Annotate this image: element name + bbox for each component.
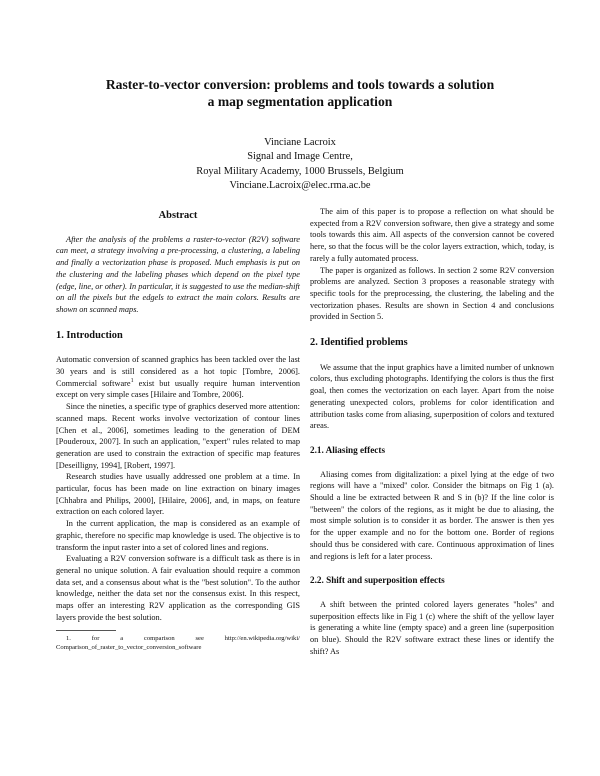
intro-paragraph-1 xyxy=(56,354,300,401)
right-paragraph-1: The aim of this paper is to propose a reflection on what should be expected from a R2V conversion software, then give a strategy and some tools towards this aim. All aspects of the conversion cannot be covered here, so that the focus will be the color layers extraction, which, today, is rarely a fully automated process. xyxy=(310,207,554,263)
right-column xyxy=(310,206,554,658)
right-paragraph-2: The paper is organized as follows. In section 2 some R2V conversion problems are analyzed. Section 3 proposes a reasonable strategy with specific tools for the preprocessing, the clustering, the labeling and the vectorization phases. Results are shown in Section 4 and conclusions provided in Section 5. xyxy=(310,265,554,322)
left-column xyxy=(56,206,300,653)
title-line-2: a map segmentation application xyxy=(207,94,393,109)
paper-title xyxy=(60,76,540,110)
abstract-heading: Abstract xyxy=(158,210,198,221)
intro-paragraph-5: Evaluating a R2V conversion software is a difficult task as there is in general no unique solution. A fair evaluation should require a common data set, and a consensus about what is the "best solution". To the author knowledge, neither the data set nor the consensus exist. In this respect, maps offer an interesting R2V application as the corresponding GIS layers provide the best solution. xyxy=(56,554,300,622)
intro-paragraph-2: Since the nineties, a specific type of graphics deserved more attention: scanned maps. Recent works involve vectorization of contour lines [Chen et al., 2006], sometimes leading to the generation of DEM [Pouderoux, 2007]. In such an application, "expert" rules related to map generation are used to constrain the extraction of specific map features [Deseilligny, 1994], [Robert, 1997]. xyxy=(56,402,300,470)
introduction-heading: 1. Introduction xyxy=(56,329,123,341)
author-email: Vinciane.Lacroix@elec.rma.ac.be xyxy=(229,180,371,192)
author-department: Signal and Image Centre, xyxy=(247,151,353,163)
intro-paragraph-4: In the current application, the map is considered as an example of graphic, therefore no specific map knowledge is used. The objective is to transform the input raster into a set of colored lines and regions. xyxy=(56,519,300,552)
intro-p1-after: exist but usually require human intervention except on very simple cases [Hilaire and Tombre, 2006]. xyxy=(56,378,300,400)
abstract-text: After the analysis of the problems a raster-to-vector (R2V) software can meet, a strategy involving a pre-processing, a clustering, a labeling and finally a vectorization phase is proposed. Much emphasis is put on the clustering and the labeling phases which depend on the pixel type (edge, line, or other). In particular, it is suggested to use the median-shift on all the pixels but the edgels to extract the main colors. Results are shown on scanned maps. xyxy=(56,234,300,314)
section-2-heading: 2. Identified problems xyxy=(310,337,408,349)
footnote-text: 1. for a comparison see http://en.wikipedia.org/wiki/ Comparison_of_raster_to_vector_conversion_software xyxy=(56,634,300,652)
intro-paragraph-3: Research studies have usually addressed one problem at a time. In particular, focus has been made on line extraction on binary images [Chhabra and Philips, 2000], [Hilaire, 2006], and, in maps, on feature extraction on each colored layer. xyxy=(56,472,300,517)
section-2-2-heading: 2.2. Shift and superposition effects xyxy=(310,575,445,586)
title-line-1: Raster-to-vector conversion: problems and tools towards a solution xyxy=(105,77,495,92)
section-2-2-paragraph: A shift between the printed colored layers generates "holes" and superposition effects like in Fig 1 (c) where the shift of the yellow layer is generating a white line (empty space) and a green line (superposition on blue). Should the R2V software extract these lines or identify the shift? As xyxy=(310,599,554,656)
section-2-paragraph: We assume that the input graphics have a limited number of unknown colors, thus excluding photographs. Identifying the colors is thus the first goal, then comes the vectorization on each layer. Apart from the noise generating unexpected colors, problems for color identification and attribution tasks come from aliasing, superposition of colors and textured areas. xyxy=(310,362,554,431)
intro-p1-before: Automatic conversion of scanned graphics has been tackled over the last 30 years and is still considered as a hot topic [Tombre, 2006]. Commercial software xyxy=(56,355,300,388)
section-2-1-paragraph: Aliasing comes from digitalization: a pixel lying at the edge of two regions will have a "mixed" color. Consider the bitmaps on Fig 1 (a). Should a line be extracted between R and S in (b)? If the line color is "between" the colors of the regions, as it might be due to aliasing, the most simple solution is to consider it as border. The answer is then yes for the upper example and no for the bottom one. Border of regions should thus be considered with care. Continuous approximation of lines and regions is left for a later process. xyxy=(310,469,554,561)
author-name: Vinciane Lacroix xyxy=(264,137,336,148)
author-block xyxy=(100,136,500,194)
footnote-marker: 1 xyxy=(130,377,134,384)
author-institution: Royal Military Academy, 1000 Brussels, Belgium xyxy=(196,165,404,177)
footnote-rule xyxy=(56,630,116,631)
section-2-1-heading: 2.1. Aliasing effects xyxy=(310,444,386,455)
